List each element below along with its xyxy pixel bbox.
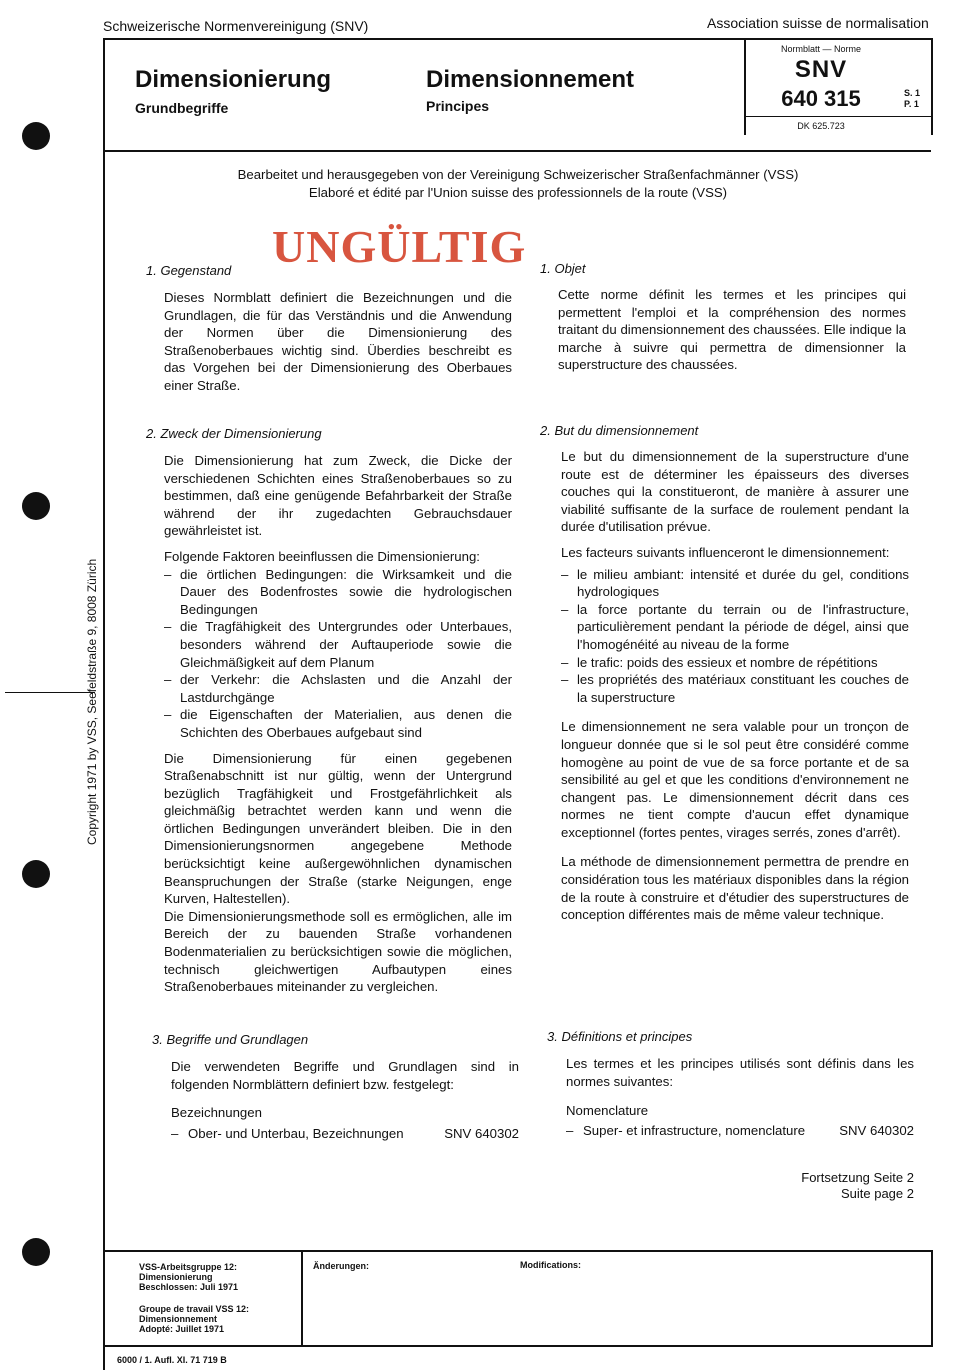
- frame-right: [931, 38, 933, 135]
- fr-section-2-para-3: Le dimensionnement ne sera valable pour un tronçon de longueur donnée que si le sol peut être considéré comme homogène au point de vue de sa force portante et de sa sensibilité au gel et que les conditions d'environnement ne changent pas. Le dimensionnement décrit dans ces normes ne tient compte d'aucun effet dynamique exceptionnel (fortes pentes, virages serrés, zones d'arrêt).: [561, 719, 909, 840]
- list-item: – die Tragfähigkeit des Untergrundes oder Unterbaues, besonders während der Auftauperiode sowie die Gleichmäßigkeit auf dem Planum: [164, 618, 512, 671]
- subtitle-fr: Principes: [426, 98, 490, 114]
- de-section-2-para-1: Die Dimensionierung hat zum Zweck, die Dicke der verschiedenen Schichten eines Straßenoberbaues so zu bestimmen, daß eine genügende Befahrbarkeit der Straße während der ihr zugedachten Gebrauchsdauer gewährleistet ist.: [164, 453, 512, 539]
- de-section-2-body: [164, 452, 512, 1004]
- footer-wg-fr-line: Groupe de travail VSS 12:: [139, 1304, 250, 1314]
- de-section-3-item: [171, 1125, 519, 1143]
- footer-bottom-line: [105, 1345, 933, 1347]
- footer-changes-fr: Modifications:: [520, 1260, 581, 1270]
- list-item: – les propriétés des matériaux constituant les couches de la superstructure: [561, 671, 909, 706]
- de-section-2-para-4: Die Dimensionierungsmethode soll es ermöglichen, alle im Bereich der zu bauenden Straße vorhandenen Bodenmaterialien zu berücksichtigen sowie die möglichen, technisch gleichwertigen Aufbautypen eines Straßenoberbaues miteinander zu vergleichen.: [164, 908, 512, 995]
- publisher-de: Bearbeitet und herausgegeben von der Vereinigung Schweizerischer Straßenfachmänner (VSS): [237, 167, 799, 182]
- fr-section-2-body: [561, 448, 909, 932]
- de-section-2-heading: 2. Zweck der Dimensionierung: [146, 426, 322, 441]
- de-section-2-para-2: Folgende Faktoren beeinflussen die Dimensionierung:: [164, 548, 480, 564]
- footer-working-group-de: [139, 1262, 238, 1292]
- invalid-stamp: UNGÜLTIG: [272, 221, 527, 272]
- list-item: – la force portante du terrain ou de l'infrastructure, particulièrement pendant la période de dégel, ainsi que l'homogénéité au niveau de la forme: [561, 601, 909, 654]
- fr-ref-dash: –: [566, 1123, 574, 1138]
- de-section-3-heading: 3. Begriffe und Grundlagen: [152, 1032, 309, 1047]
- copyright-note: Copyright 1971 by VSS, Seefeldstraße 9, 8008 Zürich: [85, 558, 99, 845]
- de-section-2-para-3: Die Dimensionierung für einen gegebenen Straßenabschnitt ist nur gültig, wenn der Untergrund bezüglich Tragfähigkeit und Frostgefährlichkeit als gleichmäßig betrachtet werden kann und wenn die örtlichen Bedingungen unverändert bleiben. Die in den Dimensionierungsnormen angegebene Methode berücksichtigt keine außergewöhnlichen dynamischen Beanspruchungen der Straße (starke Neigungen, enge Kurven, Haltestellen).: [164, 750, 512, 907]
- list-item: – die Eigenschaften der Materialien, aus denen die Schichten des Oberbaues aufgebaut sind: [164, 706, 512, 741]
- fr-section-3-item: [566, 1122, 914, 1140]
- binder-hole-icon: [22, 860, 50, 888]
- org-fr: Association suisse de normalisation: [707, 15, 929, 31]
- frame-left: [103, 38, 105, 1370]
- continuation-de: Fortsetzung Seite 2: [801, 1170, 914, 1185]
- header-bottom-line: [105, 150, 931, 152]
- subtitle-de: Grundbegriffe: [135, 100, 229, 116]
- footer-right-line: [931, 1250, 933, 1347]
- norm-dk: DK 625.723: [797, 121, 845, 131]
- title-de: Dimensionierung: [135, 66, 332, 93]
- footer-wg-de-line: Beschlossen: Juli 1971: [139, 1282, 239, 1292]
- de-section-3-text: Die verwendeten Begriffe und Grundlagen sind in folgenden Normblättern definiert bzw. festgelegt:: [171, 1059, 519, 1092]
- fr-section-3-subheading: Nomenclature: [566, 1103, 649, 1118]
- norm-snv: SNV: [794, 56, 848, 83]
- fr-section-2-para-1: Le but du dimensionnement de la superstructure d'une route est de déterminer les épaisseurs des diverses couches qui la constitueront, de manière à assurer une viabilité suffisante de la surface de roulement pendant la durée d'utilisation prévue.: [561, 449, 909, 535]
- fr-section-2-para-4: La méthode de dimensionnement permettra de prendre en considération tous les matériaux disponibles dans la région de la route à construire et d'étudier des superstructures de conception différentes mais de même valeur technique.: [561, 854, 909, 923]
- footer-wg-fr-line: Dimensionnement: [139, 1314, 218, 1324]
- binder-hole-icon: [22, 492, 50, 520]
- fr-section-3-heading: 3. Définitions et principes: [547, 1029, 693, 1044]
- binder-hole-icon: [22, 1238, 50, 1266]
- de-section-1-text: Dieses Normblatt definiert die Bezeichnungen und die Grundlagen, die für das Verständnis und die Anwendung der Normen über die Dimensionierung des Straßenoberbaues wichtig sind. Überdies beschreibt es das Vorgehen bei der Dimensionierung des Oberbaues einer Straße.: [164, 290, 512, 393]
- footer-divider: [301, 1250, 303, 1347]
- frame-top: [103, 38, 933, 40]
- footer-wg-fr-line: Adopté: Juillet 1971: [139, 1324, 225, 1334]
- footer-changes-de: Änderungen:: [313, 1261, 369, 1271]
- de-factor-list: [164, 566, 512, 742]
- footer-wg-de-line: Dimensionierung: [139, 1272, 213, 1282]
- norm-page-fr: P. 1: [904, 99, 919, 109]
- list-item: – der Verkehr: die Achslasten und die Anzahl der Lastdurchgänge: [164, 671, 512, 706]
- footer-print-code: 6000 / 1. Aufl. XI. 71 719 B: [117, 1355, 227, 1365]
- title-fr: Dimensionnement: [426, 66, 635, 93]
- fr-ref-title: Super- et infrastructure, nomenclature: [583, 1123, 806, 1138]
- de-section-3-subheading: Bezeichnungen: [171, 1105, 262, 1120]
- de-ref-number: SNV 640302: [444, 1126, 519, 1141]
- de-section-1-heading: 1. Gegenstand: [146, 263, 232, 278]
- norm-page-de: S. 1: [904, 88, 921, 98]
- fr-section-2-heading: 2. But du dimensionnement: [540, 423, 699, 438]
- list-item: – le milieu ambiant: intensité et durée du gel, conditions hydrologiques: [561, 566, 909, 601]
- fold-mark: [5, 692, 95, 693]
- norm-label: Normblatt — Norme: [780, 44, 861, 54]
- list-item: – die örtlichen Bedingungen: die Wirksamkeit und die Dauer des Bodenfrostes sowie die hydrologischen Bedingungen: [164, 566, 512, 619]
- list-item: – le trafic: poids des essieux et nombre de répétitions: [561, 654, 909, 672]
- fr-section-1-text: Cette norme définit les termes et les principes qui permettent l'emploi et la compréhension des normes traitant du dimensionnement des chaussées. Elle indique la marche à suivre qui permettra de dimensionner la superstructure des chaussées.: [558, 287, 906, 373]
- continuation-fr: Suite page 2: [840, 1186, 914, 1201]
- norm-number: 640 315: [781, 86, 861, 111]
- org-de: Schweizerische Normenvereinigung (SNV): [103, 18, 369, 34]
- footer-wg-de-line: VSS-Arbeitsgruppe 12:: [139, 1262, 238, 1272]
- de-ref-title: Ober- und Unterbau, Bezeichnungen: [188, 1126, 404, 1141]
- footer-top-line: [105, 1250, 931, 1252]
- fr-ref-number: SNV 640302: [839, 1123, 914, 1138]
- norm-box-divider: [746, 116, 933, 117]
- fr-factor-list: [561, 566, 909, 707]
- de-ref-dash: –: [171, 1126, 179, 1141]
- fr-section-1-heading: 1. Objet: [540, 261, 586, 276]
- fr-section-2-para-2: Les facteurs suivants influenceront le dimensionnement:: [561, 544, 890, 560]
- fr-section-3-text: Les termes et les principes utilisés sont définis dans les normes suivantes:: [566, 1056, 914, 1089]
- footer-working-group-fr: [139, 1304, 249, 1334]
- publisher-fr: Elaboré et édité par l'Union suisse des professionnels de la route (VSS): [308, 185, 728, 200]
- binder-hole-icon: [22, 122, 50, 150]
